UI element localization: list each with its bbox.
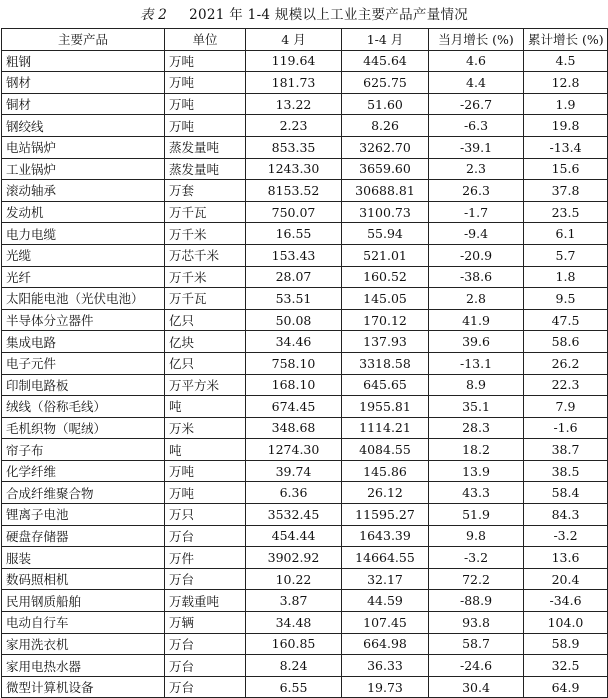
monthly-growth-cell: 18.2: [429, 439, 524, 461]
april-cell: 153.43: [246, 244, 342, 266]
product-cell: 发动机: [2, 201, 165, 223]
cumulative-growth-cell: 64.9: [524, 676, 608, 698]
product-cell: 家用电热水器: [2, 655, 165, 677]
unit-cell: 万千米: [165, 223, 246, 245]
header-jan-apr: 1-4 月: [342, 29, 429, 51]
jan-apr-cell: 32.17: [342, 568, 429, 590]
april-cell: 34.48: [246, 612, 342, 634]
table-row: [2, 590, 608, 612]
table-row: [2, 72, 608, 94]
jan-apr-cell: 4084.55: [342, 439, 429, 461]
april-cell: 160.85: [246, 633, 342, 655]
unit-cell: 万套: [165, 180, 246, 202]
april-cell: 3902.92: [246, 547, 342, 569]
jan-apr-cell: 51.60: [342, 93, 429, 115]
header-row: [2, 29, 608, 51]
header-cumulative-growth: 累计增长 (%): [524, 29, 608, 51]
table-row: [2, 244, 608, 266]
table-row: [2, 223, 608, 245]
jan-apr-cell: 3100.73: [342, 201, 429, 223]
table-row: [2, 288, 608, 310]
monthly-growth-cell: 35.1: [429, 396, 524, 418]
product-cell: 绒线（俗称毛线）: [2, 396, 165, 418]
product-cell: 工业锅炉: [2, 158, 165, 180]
monthly-growth-cell: 51.9: [429, 504, 524, 526]
table-row: [2, 504, 608, 526]
unit-cell: 亿只: [165, 352, 246, 374]
product-cell: 电力电缆: [2, 223, 165, 245]
monthly-growth-cell: 8.9: [429, 374, 524, 396]
table-row: [2, 374, 608, 396]
monthly-growth-cell: -20.9: [429, 244, 524, 266]
table-row: [2, 331, 608, 353]
jan-apr-cell: 137.93: [342, 331, 429, 353]
table-row: [2, 309, 608, 331]
april-cell: 6.36: [246, 482, 342, 504]
cumulative-growth-cell: -1.6: [524, 417, 608, 439]
product-cell: 帘子布: [2, 439, 165, 461]
table-row: [2, 180, 608, 202]
unit-cell: 万辆: [165, 612, 246, 634]
jan-apr-cell: 3318.58: [342, 352, 429, 374]
april-cell: 3.87: [246, 590, 342, 612]
jan-apr-cell: 3262.70: [342, 136, 429, 158]
monthly-growth-cell: -1.7: [429, 201, 524, 223]
monthly-growth-cell: 39.6: [429, 331, 524, 353]
jan-apr-cell: 145.86: [342, 460, 429, 482]
header-product: 主要产品: [2, 29, 165, 51]
product-cell: 电动自行车: [2, 612, 165, 634]
monthly-growth-cell: 2.8: [429, 288, 524, 310]
april-cell: 10.22: [246, 568, 342, 590]
cumulative-growth-cell: 37.8: [524, 180, 608, 202]
table-body: [2, 50, 608, 698]
cumulative-growth-cell: 1.8: [524, 266, 608, 288]
monthly-growth-cell: -88.9: [429, 590, 524, 612]
jan-apr-cell: 160.52: [342, 266, 429, 288]
april-cell: 34.46: [246, 331, 342, 353]
product-cell: 合成纤维聚合物: [2, 482, 165, 504]
cumulative-growth-cell: 9.5: [524, 288, 608, 310]
jan-apr-cell: 44.59: [342, 590, 429, 612]
unit-cell: 万台: [165, 655, 246, 677]
unit-cell: 万平方米: [165, 374, 246, 396]
cumulative-growth-cell: 23.5: [524, 201, 608, 223]
product-cell: 光纤: [2, 266, 165, 288]
monthly-growth-cell: -3.2: [429, 547, 524, 569]
april-cell: 1243.30: [246, 158, 342, 180]
april-cell: 3532.45: [246, 504, 342, 526]
table-row: [2, 352, 608, 374]
table-row: [2, 633, 608, 655]
table-label: 表 2: [139, 7, 168, 23]
unit-cell: 蒸发量吨: [165, 158, 246, 180]
april-cell: 16.55: [246, 223, 342, 245]
cumulative-growth-cell: 38.7: [524, 439, 608, 461]
table-row: [2, 676, 608, 698]
cumulative-growth-cell: 38.5: [524, 460, 608, 482]
unit-cell: 万米: [165, 417, 246, 439]
unit-cell: 吨: [165, 439, 246, 461]
table-row: [2, 396, 608, 418]
monthly-growth-cell: -26.7: [429, 93, 524, 115]
table-caption: [0, 0, 608, 30]
product-cell: 民用钢质船舶: [2, 590, 165, 612]
monthly-growth-cell: 4.6: [429, 50, 524, 72]
cumulative-growth-cell: 47.5: [524, 309, 608, 331]
cumulative-growth-cell: 12.8: [524, 72, 608, 94]
april-cell: 181.73: [246, 72, 342, 94]
unit-cell: 万千米: [165, 266, 246, 288]
monthly-growth-cell: 9.8: [429, 525, 524, 547]
monthly-growth-cell: 72.2: [429, 568, 524, 590]
april-cell: 853.35: [246, 136, 342, 158]
product-cell: 家用洗衣机: [2, 633, 165, 655]
unit-cell: 万载重吨: [165, 590, 246, 612]
product-cell: 钢绞线: [2, 115, 165, 137]
monthly-growth-cell: 41.9: [429, 309, 524, 331]
table-row: [2, 158, 608, 180]
cumulative-growth-cell: 4.5: [524, 50, 608, 72]
table-row: [2, 655, 608, 677]
jan-apr-cell: 664.98: [342, 633, 429, 655]
table-row: [2, 482, 608, 504]
product-cell: 微型计算机设备: [2, 676, 165, 698]
product-cell: 光缆: [2, 244, 165, 266]
april-cell: 28.07: [246, 266, 342, 288]
april-cell: 750.07: [246, 201, 342, 223]
unit-cell: 万只: [165, 504, 246, 526]
unit-cell: 亿只: [165, 309, 246, 331]
header-monthly-growth: 当月增长 (%): [429, 29, 524, 51]
unit-cell: 万吨: [165, 482, 246, 504]
cumulative-growth-cell: 19.8: [524, 115, 608, 137]
product-cell: 数码照相机: [2, 568, 165, 590]
april-cell: 53.51: [246, 288, 342, 310]
cumulative-growth-cell: 84.3: [524, 504, 608, 526]
jan-apr-cell: 170.12: [342, 309, 429, 331]
april-cell: 50.08: [246, 309, 342, 331]
product-cell: 化学纤维: [2, 460, 165, 482]
april-cell: 348.68: [246, 417, 342, 439]
monthly-growth-cell: 2.3: [429, 158, 524, 180]
product-cell: 电子元件: [2, 352, 165, 374]
table-row: [2, 417, 608, 439]
jan-apr-cell: 55.94: [342, 223, 429, 245]
unit-cell: 万台: [165, 676, 246, 698]
monthly-growth-cell: -39.1: [429, 136, 524, 158]
jan-apr-cell: 14664.55: [342, 547, 429, 569]
jan-apr-cell: 3659.60: [342, 158, 429, 180]
unit-cell: 万千瓦: [165, 201, 246, 223]
unit-cell: 万吨: [165, 50, 246, 72]
table-row: [2, 115, 608, 137]
jan-apr-cell: 1643.39: [342, 525, 429, 547]
april-cell: 13.22: [246, 93, 342, 115]
cumulative-growth-cell: 7.9: [524, 396, 608, 418]
monthly-growth-cell: 30.4: [429, 676, 524, 698]
unit-cell: 万台: [165, 525, 246, 547]
cumulative-growth-cell: 58.4: [524, 482, 608, 504]
cumulative-growth-cell: 58.6: [524, 331, 608, 353]
unit-cell: 万吨: [165, 72, 246, 94]
jan-apr-cell: 30688.81: [342, 180, 429, 202]
monthly-growth-cell: 26.3: [429, 180, 524, 202]
unit-cell: 吨: [165, 396, 246, 418]
monthly-growth-cell: 28.3: [429, 417, 524, 439]
monthly-growth-cell: -38.6: [429, 266, 524, 288]
cumulative-growth-cell: 20.4: [524, 568, 608, 590]
april-cell: 674.45: [246, 396, 342, 418]
unit-cell: 亿块: [165, 331, 246, 353]
product-cell: 印制电路板: [2, 374, 165, 396]
unit-cell: 万吨: [165, 93, 246, 115]
monthly-growth-cell: -24.6: [429, 655, 524, 677]
april-cell: 8.24: [246, 655, 342, 677]
cumulative-growth-cell: 6.1: [524, 223, 608, 245]
april-cell: 2.23: [246, 115, 342, 137]
monthly-growth-cell: 43.3: [429, 482, 524, 504]
april-cell: 39.74: [246, 460, 342, 482]
product-cell: 半导体分立器件: [2, 309, 165, 331]
april-cell: 454.44: [246, 525, 342, 547]
product-cell: 锂离子电池: [2, 504, 165, 526]
table-row: [2, 136, 608, 158]
april-cell: 8153.52: [246, 180, 342, 202]
jan-apr-cell: 107.45: [342, 612, 429, 634]
cumulative-growth-cell: 22.3: [524, 374, 608, 396]
jan-apr-cell: 1955.81: [342, 396, 429, 418]
table-row: [2, 612, 608, 634]
product-cell: 太阳能电池（光伏电池）: [2, 288, 165, 310]
unit-cell: 万吨: [165, 115, 246, 137]
jan-apr-cell: 11595.27: [342, 504, 429, 526]
table-row: [2, 568, 608, 590]
april-cell: 1274.30: [246, 439, 342, 461]
unit-cell: 万吨: [165, 460, 246, 482]
monthly-growth-cell: -6.3: [429, 115, 524, 137]
header-unit: 单位: [165, 29, 246, 51]
table-row: [2, 525, 608, 547]
product-cell: 钢材: [2, 72, 165, 94]
monthly-growth-cell: -13.1: [429, 352, 524, 374]
april-cell: 168.10: [246, 374, 342, 396]
header-april: 4 月: [246, 29, 342, 51]
cumulative-growth-cell: -34.6: [524, 590, 608, 612]
cumulative-growth-cell: 104.0: [524, 612, 608, 634]
monthly-growth-cell: 58.7: [429, 633, 524, 655]
production-table: [1, 28, 608, 698]
product-cell: 服装: [2, 547, 165, 569]
jan-apr-cell: 36.33: [342, 655, 429, 677]
cumulative-growth-cell: -3.2: [524, 525, 608, 547]
cumulative-growth-cell: 26.2: [524, 352, 608, 374]
product-cell: 电站锅炉: [2, 136, 165, 158]
table-title: 2021 年 1-4 规模以上工业主要产品产量情况: [189, 7, 469, 23]
jan-apr-cell: 26.12: [342, 482, 429, 504]
monthly-growth-cell: -9.4: [429, 223, 524, 245]
jan-apr-cell: 645.65: [342, 374, 429, 396]
table-row: [2, 266, 608, 288]
jan-apr-cell: 445.64: [342, 50, 429, 72]
table-row: [2, 439, 608, 461]
jan-apr-cell: 19.73: [342, 676, 429, 698]
unit-cell: 万芯千米: [165, 244, 246, 266]
cumulative-growth-cell: 1.9: [524, 93, 608, 115]
monthly-growth-cell: 4.4: [429, 72, 524, 94]
april-cell: 6.55: [246, 676, 342, 698]
product-cell: 铜材: [2, 93, 165, 115]
unit-cell: 蒸发量吨: [165, 136, 246, 158]
jan-apr-cell: 145.05: [342, 288, 429, 310]
product-cell: 毛机织物（呢绒）: [2, 417, 165, 439]
unit-cell: 万千瓦: [165, 288, 246, 310]
product-cell: 滚动轴承: [2, 180, 165, 202]
cumulative-growth-cell: 32.5: [524, 655, 608, 677]
product-cell: 粗钢: [2, 50, 165, 72]
unit-cell: 万台: [165, 633, 246, 655]
cumulative-growth-cell: 5.7: [524, 244, 608, 266]
unit-cell: 万件: [165, 547, 246, 569]
table-row: [2, 93, 608, 115]
jan-apr-cell: 521.01: [342, 244, 429, 266]
jan-apr-cell: 1114.21: [342, 417, 429, 439]
april-cell: 119.64: [246, 50, 342, 72]
unit-cell: 万台: [165, 568, 246, 590]
product-cell: 硬盘存储器: [2, 525, 165, 547]
cumulative-growth-cell: 58.9: [524, 633, 608, 655]
table-row: [2, 547, 608, 569]
cumulative-growth-cell: 13.6: [524, 547, 608, 569]
table-row: [2, 201, 608, 223]
table-row: [2, 460, 608, 482]
monthly-growth-cell: 13.9: [429, 460, 524, 482]
monthly-growth-cell: 93.8: [429, 612, 524, 634]
cumulative-growth-cell: -13.4: [524, 136, 608, 158]
product-cell: 集成电路: [2, 331, 165, 353]
april-cell: 758.10: [246, 352, 342, 374]
jan-apr-cell: 625.75: [342, 72, 429, 94]
cumulative-growth-cell: 15.6: [524, 158, 608, 180]
table-row: [2, 50, 608, 72]
jan-apr-cell: 8.26: [342, 115, 429, 137]
